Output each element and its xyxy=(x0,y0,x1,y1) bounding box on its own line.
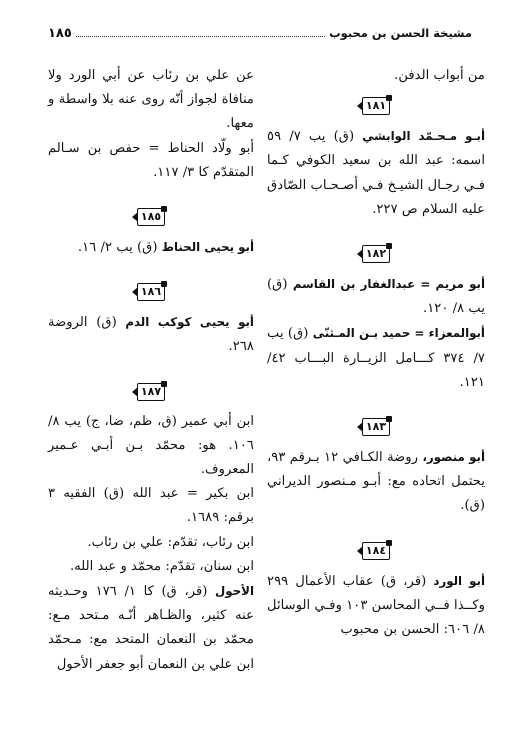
entry-number: ١٨٤ xyxy=(362,542,390,560)
entry-number: ١٨٥ xyxy=(137,208,165,226)
entry-number-badge xyxy=(267,236,485,272)
entry-number-badge xyxy=(267,409,485,445)
right-column xyxy=(267,64,485,642)
entry-name: أبو يحيى الحناط xyxy=(161,240,254,255)
entry-paragraph xyxy=(48,579,254,677)
entry-paragraph xyxy=(267,321,485,395)
entry-name: الأحول xyxy=(215,584,255,599)
entry-text: (ق) يب ٢/ ١٦. xyxy=(77,240,162,256)
text-paragraph: أبو ولّاد الحناط = حفص بن سـالم المتقدّم كا ٣/ ١١٧. xyxy=(48,140,254,180)
entry-name: أبو يحيى كوكب الدم xyxy=(125,315,254,330)
entry-name: أبوالمعزاء = حميد بـن المـثنّى xyxy=(312,326,485,341)
entry-paragraph: ابن سنان، تقدّم: محمّد و عبد الله. xyxy=(70,558,254,574)
entry-number: ١٨٢ xyxy=(362,245,390,263)
entry-paragraph: ابن أبي عمير (ق، ظم، ضا، ج) يب ٨/ ١٠٦. هو: محمّد بـن أبـي عـمير المعروف. xyxy=(48,413,254,478)
entry-name: أبو منصور، xyxy=(422,450,485,465)
entry-number-badge xyxy=(48,274,254,310)
entry-text: (ق) يب ٧/ ٣٧٤ كـــامل الزيــارة البـــاب ٤٢/ ١٢١. xyxy=(267,326,485,390)
text-line: من أبواب الدفن. xyxy=(394,68,485,83)
entry-number-badge xyxy=(267,533,485,569)
text-paragraph: عن علي بن رئاب عن أبي الورد ولا منافاة لجواز أنّه روى عنه بلا واسطة و معها. xyxy=(48,68,254,132)
entry-text: (ق) يب ٧/ ٥٩ اسمه: عبد الله بن سعيد الكوفي كـما فـي رجـال الشيـخ فـي أصـحـاب الصّادق عليه السلام ص ٢٢٧. xyxy=(267,129,485,217)
entry-text: (قر، ق) عقاب الأعمال ٢٩٩ وكــذا فــي المحاسن ١٠٣ وفـي الوسائل ٨/ ٦٠٦: الحسن بن محبوب xyxy=(267,573,485,638)
entry-number: ١٨٦ xyxy=(137,283,165,301)
entry-number-badge xyxy=(48,374,254,410)
entry-paragraph: ابن بكير = عبد الله (ق) الفقيه ٣ برقم: ١٦٨٩. xyxy=(48,486,254,526)
entry-number-badge xyxy=(48,199,254,235)
header-title: مشيخة الحسن بن محبوب xyxy=(329,26,472,40)
entry-number: ١٨١ xyxy=(362,97,390,115)
entry-paragraph xyxy=(267,445,485,519)
entry-paragraph xyxy=(48,310,254,359)
entry-name: أبو مريم = عبدالغفار بن القاسم xyxy=(292,277,485,292)
header-dot-leader xyxy=(76,26,325,37)
entry-paragraph xyxy=(267,272,485,321)
entry-name: أبـو مـحـمّد الوابشي xyxy=(362,129,485,144)
entry-text: (قر، ق) كا ١/ ١٧٦ وحـديثه عنه كثير، والظـاهر أنّـه مـتحد مـع: محمّد بن النعمان المتحد مع: مـحمّد ابن علي بن النعمان أبو جعفر الأحول xyxy=(48,584,254,672)
entry-number: ١٨٣ xyxy=(362,418,390,436)
entry-number: ١٨٧ xyxy=(137,383,165,401)
entry-name: أبو الورد xyxy=(433,573,485,588)
entry-paragraph xyxy=(267,569,485,643)
entry-paragraph xyxy=(48,235,254,260)
running-header xyxy=(48,26,472,46)
entry-paragraph: ابن رئاب، تقدّم: علي بن رئاب. xyxy=(87,534,254,550)
page-number: ١٨٥ xyxy=(48,26,72,41)
left-column xyxy=(48,64,254,677)
entry-paragraph xyxy=(267,124,485,222)
entry-text: (ق) الروضة ٢٦٨. xyxy=(48,315,254,355)
entry-text: روضة الكـافي ١٢ بـرقم ٩٣، يحتمل اتحاده مع: أبـو مـنصور الديراني (ق). xyxy=(267,450,485,514)
entry-number-badge xyxy=(267,88,485,124)
entry-text: (ق) يب ٨/ ١٢٠. xyxy=(267,277,485,317)
